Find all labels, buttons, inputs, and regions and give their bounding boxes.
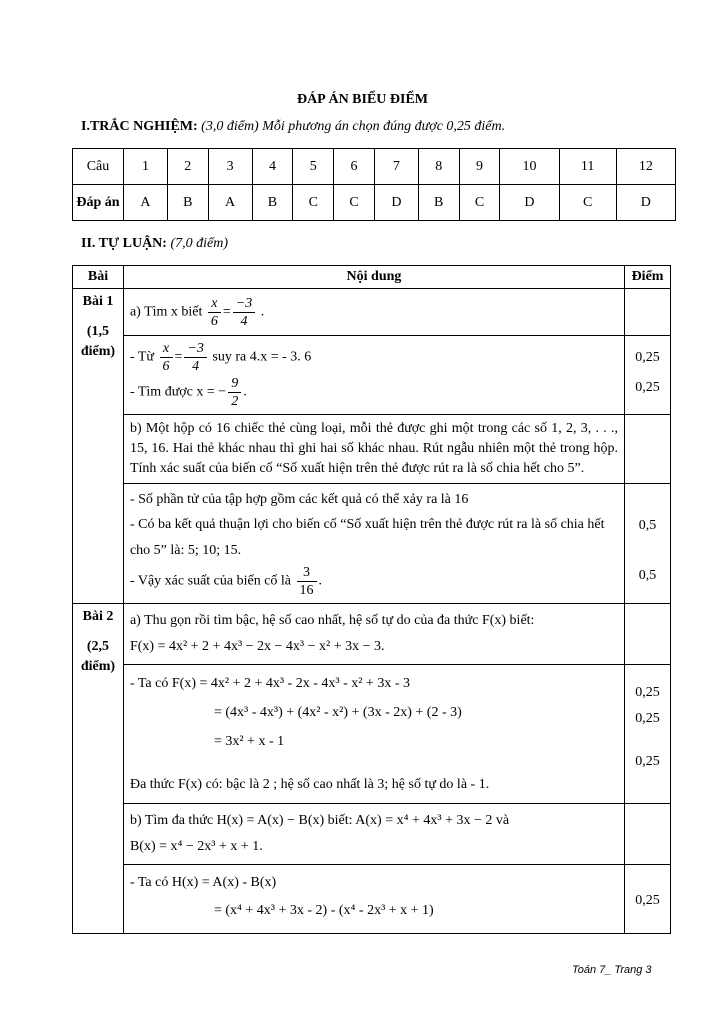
answer-table	[72, 148, 676, 221]
section2-heading	[81, 236, 228, 252]
bai2-points-1: (2,5	[86, 639, 110, 654]
question-row	[73, 149, 676, 185]
answer-cell: B	[252, 185, 293, 221]
question-number: 5	[293, 149, 334, 185]
b1a-q-prefix: a) Tìm x biết	[129, 304, 203, 320]
b1a-s1-prefix: - Từ	[129, 349, 155, 365]
b1a-q-frac1	[208, 295, 221, 330]
b2a-step3: = 3x² + x - 1	[213, 734, 285, 749]
b1a-solution-row	[73, 336, 671, 415]
b1a-question-row	[73, 289, 671, 336]
b1a-s2-prefix: - Tìm được x = −	[129, 384, 227, 400]
bai1-points-2: điểm)	[80, 344, 116, 359]
question-number: 8	[418, 149, 459, 185]
essay-header-row	[73, 266, 671, 289]
page-footer: Toán 7_ Trang 3	[572, 964, 652, 976]
score: 0,25	[635, 685, 660, 700]
b2a-q-formula: F(x) = 4x² + 2 + 4x³ − 2x − 4x³ − x² + 3x − 3.	[129, 639, 385, 654]
b1b-s3-prefix: - Vậy xác suất của biến cố là	[129, 573, 292, 589]
frac-den: 6	[210, 313, 218, 329]
bai2-name: Bài 2	[82, 609, 114, 624]
score: 0,25	[635, 893, 660, 908]
b2a-question-score	[625, 604, 671, 665]
b2b-question-score	[625, 804, 671, 865]
question-number: 10	[500, 149, 559, 185]
section2-label: II. TỰ LUẬN:	[81, 236, 167, 251]
bai1-points-1: (1,5	[86, 324, 110, 339]
score: 0,25	[635, 711, 660, 726]
b1b-s3-frac	[297, 564, 317, 599]
frac-den: 2	[231, 394, 239, 409]
section1-label: I.TRẮC NGHIỆM:	[81, 119, 198, 134]
b1a-question-score	[625, 289, 671, 336]
answer-cell: C	[459, 185, 500, 221]
answer-row	[73, 185, 676, 221]
b2a-step2: = (4x³ - 4x³) + (4x² - x²) + (3x - 2x) + (2 - 3)	[213, 705, 462, 720]
bai2-points-2: điểm)	[80, 659, 116, 674]
section1-heading	[81, 119, 505, 135]
b1a-s2-frac	[228, 375, 241, 410]
answer-cell: D	[500, 185, 559, 221]
b2a-q-text: a) Thu gọn rồi tìm bậc, hệ số cao nhất, hệ số tự do của đa thức F(x) biết:	[129, 613, 535, 628]
frac-num: x	[160, 340, 173, 358]
b2b-step2: = (x⁴ + 4x³ + 3x - 2) - (x⁴ - 2x³ + x + 1)	[213, 903, 434, 918]
b1b-solution-row	[73, 484, 671, 604]
question-number: 11	[559, 149, 616, 185]
b1a-solution	[123, 336, 624, 415]
score: 0,25	[635, 380, 660, 395]
question-number: 3	[208, 149, 252, 185]
page-title: ĐÁP ÁN BIỂU ĐIỂM	[296, 92, 429, 107]
b2b-q-line2: B(x) = x⁴ − 2x³ + x + 1.	[129, 839, 263, 854]
score: 0,5	[638, 518, 657, 533]
answer-cell: D	[374, 185, 418, 221]
question-number: 1	[124, 149, 168, 185]
b2b-question-row	[73, 804, 671, 865]
b2a-scores	[625, 665, 671, 804]
question-row-label: Câu	[73, 149, 124, 185]
frac-den: 4	[192, 359, 200, 374]
frac-num: 3	[297, 564, 317, 582]
essay-table	[72, 265, 671, 934]
b2a-question-row	[73, 604, 671, 665]
b1a-step2: - Tìm được x = − $\frac{9}{2}$ .	[129, 376, 247, 409]
b1b-scores	[625, 484, 671, 604]
header-bai: Bài	[73, 266, 124, 289]
b2b-scores	[625, 865, 671, 934]
answer-cell: C	[334, 185, 375, 221]
b2a-solution-row	[73, 665, 671, 804]
answer-row-label: Đáp án	[73, 185, 124, 221]
b1b-question: b) Một hộp có 16 chiếc thẻ cùng loại, mỗi thẻ được ghi một trong các số 1, 2, 3, . . ., 15, 16. Hai thẻ khác nhau thì ghi hai số khác nhau. Rút ngẫu nhiên một thẻ trong hộp. Tính xác suất của biến cố “Số xuất hiện trên thẻ được rút ra là số chia hết cho 5”.	[123, 415, 624, 484]
b2b-step1: - Ta có H(x) = A(x) - B(x)	[129, 875, 277, 890]
frac-num: 9	[228, 375, 241, 393]
b1a-q-frac2	[233, 295, 255, 330]
answer-cell: B	[418, 185, 459, 221]
bai1-name: Bài 1	[82, 294, 114, 309]
section2-note: (7,0 điểm)	[170, 236, 229, 251]
b2a-step4: Đa thức F(x) có: bậc là 2 ; hệ số cao nhất là 3; hệ số tự do là - 1.	[129, 777, 490, 792]
b2a-question	[123, 604, 624, 665]
question-number: 7	[374, 149, 418, 185]
b2a-solution	[123, 665, 624, 804]
b1a-s1-frac1	[160, 340, 173, 375]
bai2-label	[73, 604, 124, 934]
score: 0,5	[638, 568, 657, 583]
question-number: 6	[334, 149, 375, 185]
b1a-s1-frac2	[184, 340, 206, 375]
score: 0,25	[635, 350, 660, 365]
b2b-question	[123, 804, 624, 865]
b1a-step1: - Từ $\frac{x}{6}$ = $\frac{-3}{4}$ suy ra 4.x = - 3. 6	[129, 341, 312, 374]
answer-cell: D	[616, 185, 675, 221]
bai1-label	[73, 289, 124, 604]
answer-cell: C	[293, 185, 334, 221]
b1b-step2: - Có ba kết quả thuận lợi cho biến cố “Số xuất hiện trên thẻ được rút ra là số chia hết cho 5” là: 5; 10; 15.	[129, 517, 605, 558]
frac-num: −3	[233, 295, 255, 313]
b1b-question-row	[73, 415, 671, 484]
header-noi-dung: Nội dung	[123, 266, 624, 289]
answer-cell: A	[208, 185, 252, 221]
b1a-s1-suffix: suy ra 4.x = - 3. 6	[212, 349, 312, 365]
b1a-scores	[625, 336, 671, 415]
frac-num: x	[208, 295, 221, 313]
b1b-question-score	[625, 415, 671, 484]
b2b-solution-row	[73, 865, 671, 934]
section1-note: (3,0 điểm) Mỗi phương án chọn đúng được 0,25 điểm.	[201, 119, 506, 134]
score: 0,25	[635, 754, 660, 769]
b2a-step1: - Ta có F(x) = 4x² + 2 + 4x³ - 2x - 4x³ - x² + 3x - 3	[129, 676, 410, 691]
answer-cell: A	[124, 185, 168, 221]
frac-den: 4	[240, 313, 248, 329]
answer-cell: C	[559, 185, 616, 221]
answer-cell: B	[167, 185, 208, 221]
b2b-solution	[123, 865, 624, 934]
question-number: 9	[459, 149, 500, 185]
header-diem: Điểm	[625, 266, 671, 289]
b1b-solution	[123, 484, 624, 604]
question-number: 12	[616, 149, 675, 185]
frac-den: 6	[162, 359, 170, 374]
question-number: 4	[252, 149, 293, 185]
b2b-q-line1: b) Tìm đa thức H(x) = A(x) − B(x) biết: A(x) = x⁴ + 4x³ + 3x − 2 và	[129, 813, 510, 828]
b1b-step1: - Số phần tử của tập hợp gồm các kết quả có thể xảy ra là 16	[129, 492, 469, 507]
b1a-question: a) Tìm x biết $\frac{x}{6}$ = $\frac{-3}{4}$ .	[123, 289, 624, 336]
question-number: 2	[167, 149, 208, 185]
b1b-step3: - Vậy xác suất của biến cố là $\frac{3}{16}$ .	[129, 565, 323, 598]
frac-den: 16	[299, 583, 314, 598]
frac-num: −3	[184, 340, 206, 358]
